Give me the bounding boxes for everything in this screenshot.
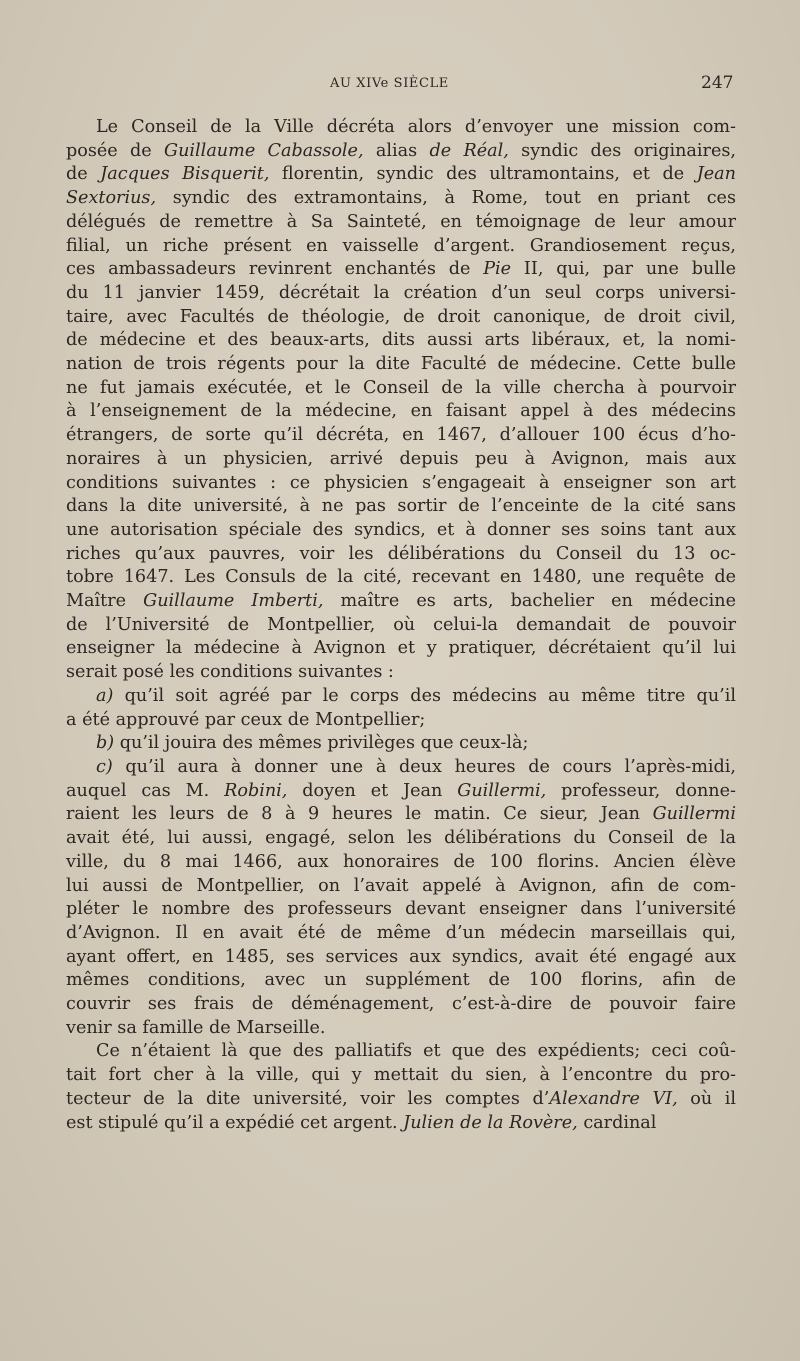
text-run: couvrir ses frais de déménagement, c’est-à-dire de pouvoir faire bbox=[66, 994, 736, 1015]
text-run: avait été, lui aussi, engagé, selon les délibérations du Conseil de la bbox=[66, 828, 736, 849]
text-line bbox=[66, 1017, 736, 1041]
text-run: Le Conseil de la Ville décréta alors d’envoyer une mission com- bbox=[96, 117, 736, 137]
text-run: conditions suivantes : ce physicien s’engageait à enseigner son art bbox=[66, 472, 736, 493]
text-run: venir sa famille de Marseille. bbox=[66, 1017, 326, 1038]
italic-text: Alexandre VI, bbox=[549, 1088, 678, 1109]
text-run: mêmes conditions, avec un supplément de 100 florins, afin de bbox=[66, 970, 736, 991]
text-run: de l’Université de Montpellier, où celui-la demandait de pouvoir bbox=[66, 614, 736, 635]
text-run: tobre 1647. Les Consuls de la cité, recevant en 1480, une requête de bbox=[66, 567, 736, 588]
text-run: professeur, donne- bbox=[546, 780, 736, 801]
text-run: maître es arts, bachelier en médecine bbox=[323, 591, 736, 612]
text-line bbox=[66, 827, 736, 851]
text-line bbox=[66, 211, 736, 235]
text-run: raient les leurs de 8 à 9 heures le matin. Ce sieur, Jean bbox=[66, 804, 653, 825]
text-run: serait posé les conditions suivantes : bbox=[66, 662, 394, 683]
running-title: AU XIVe SIÈCLE bbox=[330, 76, 449, 91]
text-run: du 11 janvier 1459, décrétait la création d’un seul corps universi- bbox=[66, 282, 736, 303]
text-line bbox=[66, 1064, 736, 1088]
text-line bbox=[66, 448, 736, 472]
text-run: délégués de remettre à Sa Sainteté, en témoignage de leur amour bbox=[66, 211, 736, 232]
text-run: enseigner la médecine à Avignon et y pratiquer, décrétaient qu’il lui bbox=[66, 638, 736, 659]
italic-text: Pie bbox=[483, 259, 512, 280]
body-text bbox=[66, 116, 736, 1135]
text-line bbox=[66, 424, 736, 448]
text-line bbox=[66, 922, 736, 946]
paragraph bbox=[66, 756, 736, 1040]
text-line bbox=[66, 1040, 736, 1064]
text-line bbox=[66, 495, 736, 519]
text-run: a été approuvé par ceux de Montpellier; bbox=[66, 709, 426, 730]
text-line bbox=[66, 614, 736, 638]
page-number: 247 bbox=[701, 73, 734, 93]
text-line bbox=[66, 258, 736, 282]
text-line bbox=[66, 306, 736, 330]
text-run: taire, avec Facultés de théologie, de droit canonique, de droit civil, bbox=[66, 306, 736, 327]
text-run: nation de trois régents pour la dite Faculté de médecine. Cette bulle bbox=[66, 354, 736, 375]
text-run: II, qui, par une bulle bbox=[511, 259, 736, 280]
text-line bbox=[66, 993, 736, 1017]
text-run: auquel cas M. bbox=[66, 780, 225, 801]
text-run: doyen et Jean bbox=[287, 780, 458, 801]
text-line bbox=[66, 377, 736, 401]
text-line bbox=[66, 566, 736, 590]
paragraph bbox=[66, 732, 736, 756]
italic-text: de Réal, bbox=[429, 140, 509, 161]
italic-text: Robini, bbox=[224, 780, 288, 801]
text-line bbox=[66, 732, 736, 756]
text-line bbox=[66, 685, 736, 709]
text-run: ne fut jamais exécutée, et le Conseil de la ville chercha à pourvoir bbox=[66, 377, 736, 398]
text-run: tait fort cher à la ville, qui y mettait du sien, à l’encontre du pro- bbox=[66, 1065, 736, 1086]
italic-text: Guillaume Imberti, bbox=[143, 591, 324, 612]
text-line bbox=[66, 661, 736, 685]
text-run: cardinal bbox=[577, 1112, 657, 1133]
text-line bbox=[66, 329, 736, 353]
text-run: qu’il soit agréé par le corps des médecins au même titre qu’il bbox=[113, 685, 736, 706]
text-run: posée de bbox=[66, 140, 165, 161]
italic-text: Guillaume Cabassole, bbox=[164, 140, 364, 161]
text-line bbox=[66, 898, 736, 922]
italic-text: Guillermi, bbox=[457, 780, 547, 801]
text-line bbox=[66, 803, 736, 827]
text-line bbox=[66, 140, 736, 164]
text-line bbox=[66, 282, 736, 306]
text-run: ville, du 8 mai 1466, aux honoraires de 100 florins. Ancien élève bbox=[66, 851, 736, 872]
italic-text: Julien de la Rovère, bbox=[403, 1112, 578, 1133]
text-run: syndic des extramontains, à Rome, tout en priant ces bbox=[156, 188, 736, 209]
text-line bbox=[66, 353, 736, 377]
text-line bbox=[66, 543, 736, 567]
text-run: noraires à un physicien, arrivé depuis peu à Avignon, mais aux bbox=[66, 448, 736, 469]
page-header bbox=[0, 74, 800, 98]
italic-text: b) bbox=[96, 733, 115, 754]
text-run: syndic des originaires, bbox=[508, 140, 736, 161]
text-run: Maître bbox=[66, 591, 144, 612]
italic-text: Jacques Bisquerit, bbox=[100, 164, 270, 185]
text-line bbox=[66, 637, 736, 661]
text-run: qu’il aura à donner une à deux heures de cours l’après-midi, bbox=[112, 756, 736, 777]
text-run: une autorisation spéciale des syndics, et à donner ses soins tant aux bbox=[66, 519, 736, 540]
text-run: filial, un riche présent en vaisselle d’argent. Grandiosement reçus, bbox=[66, 235, 736, 256]
text-line bbox=[66, 969, 736, 993]
text-line bbox=[66, 519, 736, 543]
italic-text: a) bbox=[96, 685, 114, 706]
text-line bbox=[66, 875, 736, 899]
text-run: ayant offert, en 1485, ses services aux syndics, avait été engagé aux bbox=[66, 946, 736, 967]
text-line bbox=[66, 116, 736, 140]
text-line bbox=[66, 187, 736, 211]
text-run: de médecine et des beaux-arts, dits aussi arts libéraux, et, la nomi- bbox=[66, 330, 736, 351]
text-line bbox=[66, 235, 736, 259]
text-run: ces ambassadeurs revinrent enchantés de bbox=[66, 259, 484, 280]
text-run: dans la dite université, à ne pas sortir de l’enceinte de la cité sans bbox=[66, 496, 736, 517]
text-line bbox=[66, 851, 736, 875]
text-run: Ce n’étaient là que des palliatifs et que des expédients; ceci coû- bbox=[96, 1041, 736, 1062]
italic-text: Sextorius, bbox=[66, 188, 157, 209]
italic-text: Jean bbox=[696, 164, 736, 185]
text-run: tecteur de la dite université, voir les comptes d’ bbox=[66, 1088, 550, 1109]
text-run: lui aussi de Montpellier, on l’avait appelé à Avignon, afin de com- bbox=[66, 875, 736, 896]
text-line bbox=[66, 709, 736, 733]
text-run: alias bbox=[363, 140, 430, 161]
text-line bbox=[66, 590, 736, 614]
text-run: de bbox=[66, 164, 101, 185]
text-run: qu’il jouira des mêmes privilèges que ceux-là; bbox=[114, 733, 529, 754]
text-line bbox=[66, 780, 736, 804]
text-run: riches qu’aux pauvres, voir les délibérations du Conseil du 13 oc- bbox=[66, 543, 736, 564]
text-run: florentin, syndic des ultramontains, et de bbox=[269, 164, 697, 185]
text-run: est stipulé qu’il a expédié cet argent. bbox=[66, 1112, 404, 1133]
italic-text: Guillermi bbox=[652, 804, 736, 825]
text-run: où il bbox=[677, 1088, 736, 1109]
text-line bbox=[66, 1088, 736, 1112]
text-run: étrangers, de sorte qu’il décréta, en 1467, d’allouer 100 écus d’ho- bbox=[66, 425, 736, 446]
paragraph bbox=[66, 685, 736, 732]
text-line bbox=[66, 163, 736, 187]
text-run: à l’enseignement de la médecine, en faisant appel à des médecins bbox=[66, 401, 736, 422]
text-run: d’Avignon. Il en avait été de même d’un médecin marseillais qui, bbox=[66, 922, 736, 943]
text-line bbox=[66, 472, 736, 496]
paragraph bbox=[66, 1040, 736, 1135]
text-line bbox=[66, 400, 736, 424]
paragraph bbox=[66, 116, 736, 685]
italic-text: c) bbox=[96, 756, 113, 777]
text-line bbox=[66, 946, 736, 970]
text-line bbox=[66, 1112, 736, 1136]
text-run: pléter le nombre des professeurs devant enseigner dans l’université bbox=[66, 899, 736, 920]
text-line bbox=[66, 756, 736, 780]
